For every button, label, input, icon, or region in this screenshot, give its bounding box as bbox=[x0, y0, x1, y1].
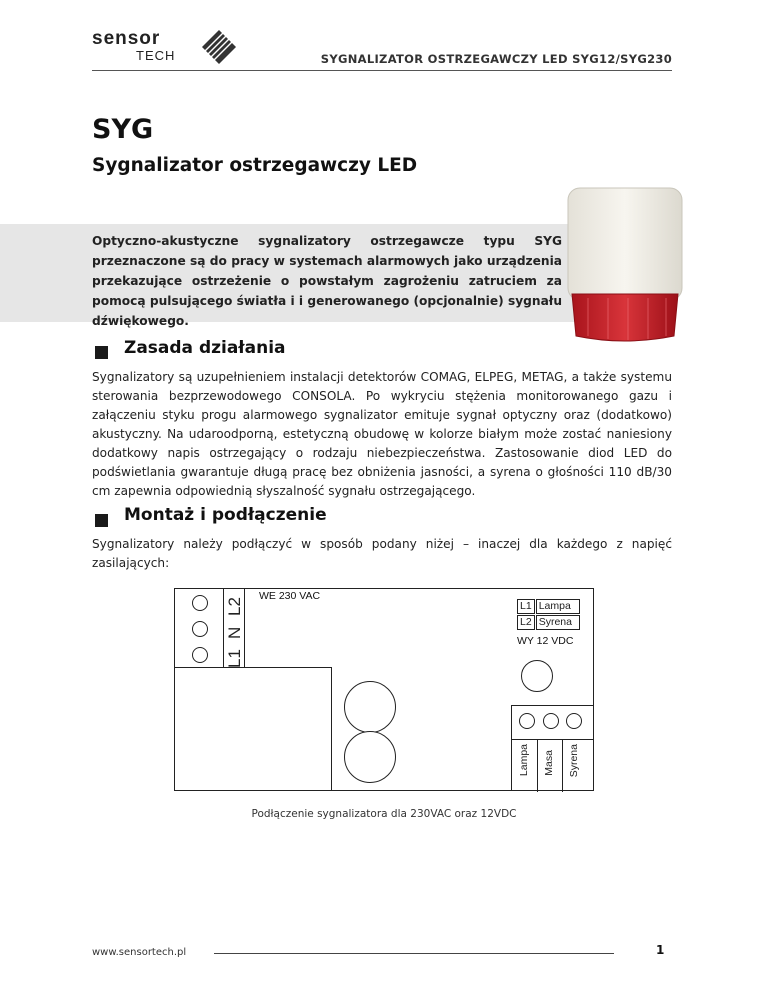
section-title-montaz: Montaż i podłączenie bbox=[124, 505, 327, 525]
terminal-circle bbox=[192, 595, 208, 611]
product-image bbox=[558, 186, 688, 346]
section-bullet-icon bbox=[95, 514, 108, 527]
divider bbox=[537, 740, 538, 792]
output-legend bbox=[517, 599, 580, 630]
terminal-label-n: N bbox=[225, 626, 244, 639]
section-body-zasada: Sygnalizatory są uzupełnieniem instalacji detektorów COMAG, ELPEG, METAG, a także systemu sterowania bezprzewodowego CONSOLA. Po wykryciu stężenia monitorowanego gazu i załączeniu styku progu alarmowego sygnalizator emituje sygnał optyczny oraz (dodatkowo) akustyczny. Na udaroodporną, estetyczną obudowę w kolorze białym może zostać naniesiony dodatkowy napis ostrzegający o rodzaju niebezpieczeństwa. Zastosowanie diod LED do podświetlania gwarantuje długą pracę bez obniżenia jasności, a syrena o głośności 110 dB/30 cm zapewnia odpowiednią słyszalność sygnału ostrzegającego. bbox=[92, 370, 672, 498]
logo-text-sensor: sensor bbox=[92, 28, 161, 49]
logo-text-tech: TECH bbox=[136, 48, 176, 63]
terminal-circle bbox=[192, 621, 208, 637]
wiring-diagram bbox=[174, 588, 594, 791]
label-230-input: WE 230 VAC bbox=[259, 590, 321, 602]
transformer-block bbox=[174, 667, 332, 791]
terminal-circle bbox=[543, 713, 559, 729]
logo-mark-icon bbox=[200, 28, 238, 66]
section-bullet-icon bbox=[95, 346, 108, 359]
page-number: 1 bbox=[656, 943, 665, 957]
legend-name: Lampa bbox=[536, 599, 580, 614]
led-circle bbox=[521, 660, 553, 692]
section-title-zasada: Zasada działania bbox=[124, 338, 286, 358]
label-12v-output: WY 12 VDC bbox=[517, 635, 574, 647]
terminal-label-lampa: Lampa bbox=[518, 744, 530, 777]
intro-paragraph: Optyczno-akustyczne sygnalizatory ostrzegawcze typu SYG przeznaczone są do pracy w systemach alarmowych jako urządzenia przekazujące ostrzeżenie o powstałym zagrożeniu zatruciem za pomocą pulsującego światła i i generowanego (opcjonalnie) sygnału dźwiękowego. bbox=[92, 234, 562, 328]
header-title: SYGNALIZATOR OSTRZEGAWCZY LED SYG12/SYG230 bbox=[320, 52, 672, 66]
header-divider bbox=[92, 70, 672, 71]
terminal-label-l1: L1 bbox=[225, 649, 244, 668]
diagram-caption: Podłączenie sygnalizatora dla 230VAC oraz 12VDC bbox=[251, 808, 517, 820]
footer-divider bbox=[214, 953, 614, 954]
terminal-label-masa: Masa bbox=[543, 750, 555, 776]
terminal-label-syrena: Syrena bbox=[568, 744, 580, 778]
capacitor-circle bbox=[344, 681, 396, 733]
terminal-block-230 bbox=[223, 588, 245, 668]
legend-code: L1 bbox=[517, 599, 535, 614]
logo bbox=[92, 28, 242, 68]
terminal-block-12 bbox=[511, 705, 594, 791]
section-body-montaz: Sygnalizatory należy podłączyć w sposób podany niżej – inaczej dla każdego z napięć zasilających: bbox=[92, 537, 672, 570]
terminal-circle bbox=[192, 647, 208, 663]
terminal-circle bbox=[566, 713, 582, 729]
terminal-label-l2: L2 bbox=[225, 597, 244, 616]
footer-url[interactable]: www.sensortech.pl bbox=[92, 947, 187, 958]
terminal-circle bbox=[519, 713, 535, 729]
document-title: SYG bbox=[92, 114, 154, 145]
document-subtitle: Sygnalizator ostrzegawczy LED bbox=[92, 155, 418, 176]
capacitor-circle bbox=[344, 731, 396, 783]
legend-name: Syrena bbox=[536, 615, 580, 630]
terminal-label-row bbox=[512, 739, 594, 792]
legend-code: L2 bbox=[517, 615, 535, 630]
divider bbox=[562, 740, 563, 792]
